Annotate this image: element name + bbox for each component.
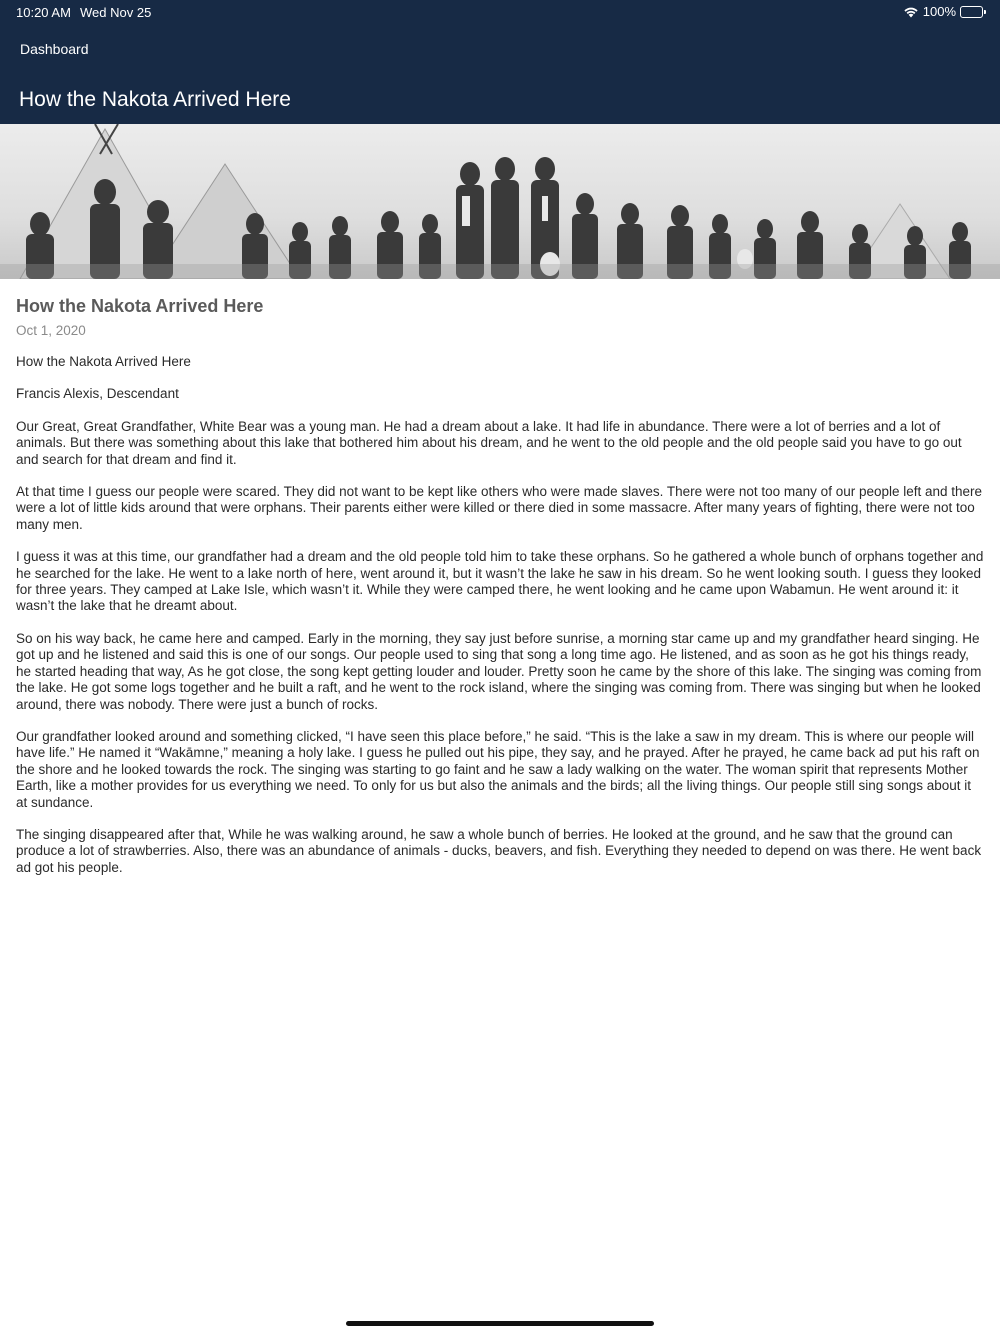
home-indicator[interactable] bbox=[346, 1321, 654, 1326]
article-paragraph: I guess it was at this time, our grandfather had a dream and the old people told him to take these orphans. So he gathered a whole bunch of orphans together and he searched for the lake. He went to a lake north of here, went around it, but it wasn’t the lake he saw in his dream. So he went looking south. I guess they looked for three years. They camped at Lake Isle, which wasn’t it. While they were camped there, he went looking and he came upon Wabamun. He went around it: it wasn’t the lake that he dreamt about. bbox=[16, 549, 984, 614]
article-content bbox=[16, 294, 986, 876]
article-paragraph: At that time I guess our people were scared. They did not want to be kept like others who were made slaves. There were not too many of our people left and there were a lot of little kids around that were orphans. Their parents either were killed or there died in some massacre. After many years of fighting, there were not too many men. bbox=[16, 484, 983, 532]
article-title: How the Nakota Arrived Here bbox=[16, 296, 264, 316]
battery-icon bbox=[960, 6, 986, 18]
nav-title: How the Nakota Arrived Here bbox=[19, 88, 291, 111]
status-date: Wed Nov 25 bbox=[80, 5, 152, 20]
status-time: 10:20 AM bbox=[16, 5, 71, 20]
article-date: Oct 1, 2020 bbox=[16, 323, 86, 338]
article-paragraph: So on his way back, he came here and camped. Early in the morning, they say just before sunrise, a morning star came up and my grandfather heard singing. He got up and he listened and said this is one of our songs. Our people used to sing that song a long time ago. He listened, and as soon as he got his things ready, he started heading that way, As he got close, the song kept getting louder and louder. Pretty soon he came by the shore of this lake. The singing was coming from the lake. He got some logs together and he built a raft, and he went to the rock island, where the singing was coming from. There was singing but when he looked around, there was nobody. There were just a bunch of rocks. bbox=[16, 630, 982, 712]
back-button-dashboard[interactable]: Dashboard bbox=[20, 41, 89, 57]
article-paragraph: How the Nakota Arrived Here bbox=[16, 354, 191, 369]
app-header bbox=[0, 0, 1000, 124]
status-indicators bbox=[903, 4, 986, 19]
hero-image bbox=[0, 124, 1000, 279]
article-paragraph: The singing disappeared after that, While he was walking around, he saw a whole bunch of berries. He looked at the ground, and he saw that the ground can produce a lot of strawberries. Also, there was an abundance of animals - ducks, beavers, and fish. Everything they needed to depend on was there. He went back ad got his people. bbox=[16, 826, 982, 875]
article-paragraph: Our grandfather looked around and something clicked, “I have seen this place before,” he said. “This is the lake a saw in my dream. This is where our people will have life.” He named it “Wakāmne,” meaning a holy lake. I guess he pulled out his pipe, they say, and he prayed. After he prayed, he came back ad put his raft on the shore and he looked towards the rock. The singing was starting to go faint and he saw a lady walking on the water. The woman spirit that represents Mother Earth, like a mother provides for us everything we need. To only for us but also the animals and the birds; all the living things. Our people still sing songs about it at sundance. bbox=[16, 728, 980, 810]
article-paragraph: Francis Alexis, Descendant bbox=[16, 386, 179, 402]
article-paragraph: Our Great, Great Grandfather, White Bear was a young man. He had a dream about a lake. It had life in abundance. There were a lot of berries and a lot of animals. But there was something about this lake that bothered him about his dream, and he went to the old people and the old people said you have to go out and search for that dream and find it. bbox=[16, 418, 962, 467]
wifi-icon bbox=[903, 5, 919, 18]
status-bar bbox=[0, 0, 1000, 24]
battery-percent: 100% bbox=[922, 4, 956, 19]
historical-photo-image bbox=[0, 124, 1000, 279]
